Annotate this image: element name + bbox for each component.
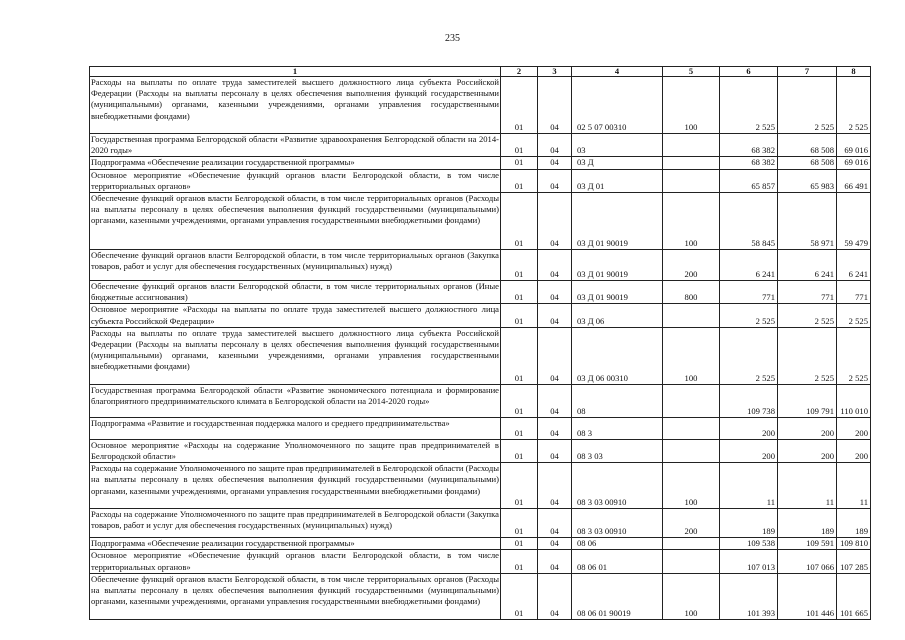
table-row xyxy=(90,157,871,169)
subsection-code: 04 xyxy=(538,509,572,538)
subsection-code: 04 xyxy=(538,327,572,384)
target-article-code: 03 xyxy=(572,134,663,157)
target-article-code: 08 3 xyxy=(572,417,663,439)
table-row xyxy=(90,193,871,250)
section-code: 01 xyxy=(501,509,538,538)
amount-year-3: 2 525 xyxy=(837,304,871,327)
target-article-code: 03 Д 01 90019 xyxy=(572,250,663,281)
amount-year-1: 68 382 xyxy=(720,134,778,157)
target-article-code: 03 Д xyxy=(572,157,663,169)
amount-year-3: 200 xyxy=(837,439,871,462)
expense-type-code: 800 xyxy=(663,281,720,304)
subsection-code: 04 xyxy=(538,157,572,169)
amount-year-2: 189 xyxy=(778,509,837,538)
subsection-code: 04 xyxy=(538,573,572,619)
table-row xyxy=(90,281,871,304)
amount-year-1: 68 382 xyxy=(720,157,778,169)
amount-year-3: 66 491 xyxy=(837,169,871,192)
expense-type-code xyxy=(663,157,720,169)
row-description: Основное мероприятие «Расходы на содержание Уполномоченного по защите прав предпринимателей в Белгородской области» xyxy=(91,439,499,462)
header-row xyxy=(90,67,871,77)
amount-year-3: 109 810 xyxy=(837,538,871,550)
amount-year-3: 110 010 xyxy=(837,384,871,417)
row-description: Расходы на выплаты по оплате труда заместителей высшего должностного лица субъекта Российской Федерации (Расходы на выплаты персоналу в целях обеспечения выполнения функций государственными (муниципальными) органами, казенными учреждениями, органами управления государственными внебюджетными фондами) xyxy=(90,327,501,384)
header-cell: 4 xyxy=(572,67,663,77)
expense-type-code: 100 xyxy=(663,573,720,619)
amount-year-3: 6 241 xyxy=(837,250,871,281)
section-code: 01 xyxy=(501,463,538,509)
amount-year-3: 2 525 xyxy=(837,77,871,134)
amount-year-1: 11 xyxy=(720,463,778,509)
section-code: 01 xyxy=(501,77,538,134)
target-article-code: 03 Д 01 90019 xyxy=(572,193,663,250)
amount-year-3: 2 525 xyxy=(837,327,871,384)
amount-year-2: 200 xyxy=(778,417,837,439)
amount-year-2: 2 525 xyxy=(778,304,837,327)
row-description: Подпрограмма «Развитие и государственная поддержка малого и среднего предпринимательства» xyxy=(90,417,501,439)
subsection-code: 04 xyxy=(538,281,572,304)
table-row xyxy=(90,573,871,619)
subsection-code: 04 xyxy=(538,538,572,550)
amount-year-2: 11 xyxy=(778,463,837,509)
target-article-code: 08 3 03 xyxy=(572,439,663,462)
expense-type-code xyxy=(663,169,720,192)
expense-type-code: 100 xyxy=(663,463,720,509)
section-code: 01 xyxy=(501,304,538,327)
amount-year-1: 200 xyxy=(720,439,778,462)
table-row xyxy=(90,327,871,384)
subsection-code: 04 xyxy=(538,417,572,439)
amount-year-3: 59 479 xyxy=(837,193,871,250)
table-row xyxy=(90,439,871,462)
amount-year-2: 107 066 xyxy=(778,550,837,573)
section-code: 01 xyxy=(501,550,538,573)
amount-year-3: 69 016 xyxy=(837,157,871,169)
table-row xyxy=(90,509,871,538)
budget-table xyxy=(89,66,871,620)
table-row xyxy=(90,538,871,550)
row-description: Подпрограмма «Обеспечение реализации государственной программы» xyxy=(90,157,501,169)
header-cell: 6 xyxy=(720,67,778,77)
amount-year-1: 2 525 xyxy=(720,327,778,384)
amount-year-2: 2 525 xyxy=(778,327,837,384)
amount-year-2: 2 525 xyxy=(778,77,837,134)
amount-year-1: 107 013 xyxy=(720,550,778,573)
header-cell: 3 xyxy=(538,67,572,77)
target-article-code: 03 Д 01 90019 xyxy=(572,281,663,304)
table-row xyxy=(90,417,871,439)
subsection-code: 04 xyxy=(538,250,572,281)
section-code: 01 xyxy=(501,327,538,384)
header-cell: 1 xyxy=(90,67,501,77)
table-row xyxy=(90,169,871,192)
amount-year-1: 109 538 xyxy=(720,538,778,550)
amount-year-3: 200 xyxy=(837,417,871,439)
subsection-code: 04 xyxy=(538,304,572,327)
expense-type-code xyxy=(663,304,720,327)
table-row xyxy=(90,463,871,509)
row-description: Расходы на содержание Уполномоченного по защите прав предпринимателей в Белгородской области (Расходы на выплаты персоналу в целях обеспечения выполнения функций государственными (муниципальными) органами, казенными учреждениями, органами управления государственными внебюджетными фондами) xyxy=(90,463,501,509)
section-code: 01 xyxy=(501,538,538,550)
amount-year-1: 101 393 xyxy=(720,573,778,619)
section-code: 01 xyxy=(501,573,538,619)
target-article-code: 08 3 03 00910 xyxy=(572,463,663,509)
target-article-code: 03 Д 06 xyxy=(572,304,663,327)
amount-year-2: 65 983 xyxy=(778,169,837,192)
subsection-code: 04 xyxy=(538,169,572,192)
section-code: 01 xyxy=(501,169,538,192)
section-code: 01 xyxy=(501,384,538,417)
subsection-code: 04 xyxy=(538,384,572,417)
section-code: 01 xyxy=(501,193,538,250)
target-article-code: 08 06 xyxy=(572,538,663,550)
row-description: Подпрограмма «Обеспечение реализации государственной программы» xyxy=(90,538,501,550)
table-row xyxy=(90,384,871,417)
amount-year-3: 101 665 xyxy=(837,573,871,619)
row-description: Обеспечение функций органов власти Белгородской области, в том числе территориальных органов (Расходы на выплаты персоналу в целях обеспечения выполнения функций государственными (муниципальными) органами, казенными учреждениями, органами управления государственными внебюджетными фондами) xyxy=(90,573,501,619)
table-row xyxy=(90,77,871,134)
amount-year-1: 65 857 xyxy=(720,169,778,192)
amount-year-3: 11 xyxy=(837,463,871,509)
table-row xyxy=(90,304,871,327)
header-cell: 5 xyxy=(663,67,720,77)
target-article-code: 08 06 01 xyxy=(572,550,663,573)
section-code: 01 xyxy=(501,250,538,281)
header-cell: 8 xyxy=(837,67,871,77)
expense-type-code: 100 xyxy=(663,77,720,134)
target-article-code: 08 xyxy=(572,384,663,417)
header-cell: 2 xyxy=(501,67,538,77)
row-description: Обеспечение функций органов власти Белгородской области, в том числе территориальных органов (Иные бюджетные ассигнования) xyxy=(91,281,499,303)
target-article-code: 03 Д 01 xyxy=(572,169,663,192)
subsection-code: 04 xyxy=(538,439,572,462)
section-code: 01 xyxy=(501,157,538,169)
row-description: Основное мероприятие «Обеспечение функций органов власти Белгородской области, в том числе территориальных органов» xyxy=(91,169,499,191)
row-description: Обеспечение функций органов власти Белгородской области, в том числе территориальных органов (Расходы на выплаты персоналу в целях обеспечения выполнения функций государственными (муниципальными) органами, казенными учреждениями, органами управления государственными внебюджетными фондами) xyxy=(90,193,501,250)
page-number: 235 xyxy=(445,33,460,44)
amount-year-3: 107 285 xyxy=(837,550,871,573)
expense-type-code xyxy=(663,134,720,157)
section-code: 01 xyxy=(501,439,538,462)
expense-type-code xyxy=(663,550,720,573)
target-article-code: 03 Д 06 00310 xyxy=(572,327,663,384)
subsection-code: 04 xyxy=(538,77,572,134)
amount-year-2: 109 591 xyxy=(778,538,837,550)
amount-year-1: 2 525 xyxy=(720,304,778,327)
row-description: Государственная программа Белгородской области «Развитие здравоохранения Белгородской области на 2014-2020 годы» xyxy=(91,134,499,156)
amount-year-2: 68 508 xyxy=(778,134,837,157)
table-row xyxy=(90,250,871,281)
expense-type-code xyxy=(663,384,720,417)
section-code: 01 xyxy=(501,134,538,157)
table-row xyxy=(90,134,871,157)
amount-year-2: 200 xyxy=(778,439,837,462)
expense-type-code: 100 xyxy=(663,193,720,250)
row-description: Основное мероприятие «Расходы на выплаты по оплате труда заместителей высшего должностного лица субъекта Российской Федерации» xyxy=(91,304,499,326)
expense-type-code xyxy=(663,417,720,439)
target-article-code: 08 06 01 90019 xyxy=(572,573,663,619)
section-code: 01 xyxy=(501,417,538,439)
target-article-code: 02 5 07 00310 xyxy=(572,77,663,134)
amount-year-2: 101 446 xyxy=(778,573,837,619)
amount-year-1: 109 738 xyxy=(720,384,778,417)
amount-year-2: 109 791 xyxy=(778,384,837,417)
amount-year-1: 58 845 xyxy=(720,193,778,250)
amount-year-1: 6 241 xyxy=(720,250,778,281)
row-description: Основное мероприятие «Обеспечение функций органов власти Белгородской области, в том числе территориальных органов» xyxy=(91,550,499,572)
amount-year-3: 189 xyxy=(837,509,871,538)
amount-year-2: 771 xyxy=(778,281,837,304)
subsection-code: 04 xyxy=(538,134,572,157)
expense-type-code xyxy=(663,538,720,550)
row-description: Расходы на выплаты по оплате труда заместителей высшего должностного лица субъекта Российской Федерации (Расходы на выплаты персоналу в целях обеспечения выполнения функций государственными (муниципальными) органами, казенными учреждениями, органами управления государственными внебюджетными фондами) xyxy=(90,77,501,134)
amount-year-1: 2 525 xyxy=(720,77,778,134)
row-description: Расходы на содержание Уполномоченного по защите прав предпринимателей в Белгородской области (Закупка товаров, работ и услуг для обеспечения государственных (муниципальных) нужд) xyxy=(90,509,501,538)
subsection-code: 04 xyxy=(538,193,572,250)
amount-year-2: 6 241 xyxy=(778,250,837,281)
header-cell: 7 xyxy=(778,67,837,77)
amount-year-3: 69 016 xyxy=(837,134,871,157)
amount-year-1: 771 xyxy=(720,281,778,304)
amount-year-1: 189 xyxy=(720,509,778,538)
expense-type-code: 200 xyxy=(663,250,720,281)
expense-type-code: 200 xyxy=(663,509,720,538)
amount-year-2: 68 508 xyxy=(778,157,837,169)
amount-year-1: 200 xyxy=(720,417,778,439)
row-description: Обеспечение функций органов власти Белгородской области, в том числе территориальных органов (Закупка товаров, работ и услуг для обеспечения государственных (муниципальных) нужд) xyxy=(90,250,501,281)
subsection-code: 04 xyxy=(538,463,572,509)
subsection-code: 04 xyxy=(538,550,572,573)
table-row xyxy=(90,550,871,573)
expense-type-code xyxy=(663,439,720,462)
amount-year-3: 771 xyxy=(837,281,871,304)
amount-year-2: 58 971 xyxy=(778,193,837,250)
target-article-code: 08 3 03 00910 xyxy=(572,509,663,538)
row-description: Государственная программа Белгородской области «Развитие экономического потенциала и формирование благоприятного предпринимательского климата в Белгородской области на 2014-2020 годы» xyxy=(90,384,501,417)
expense-type-code: 100 xyxy=(663,327,720,384)
section-code: 01 xyxy=(501,281,538,304)
